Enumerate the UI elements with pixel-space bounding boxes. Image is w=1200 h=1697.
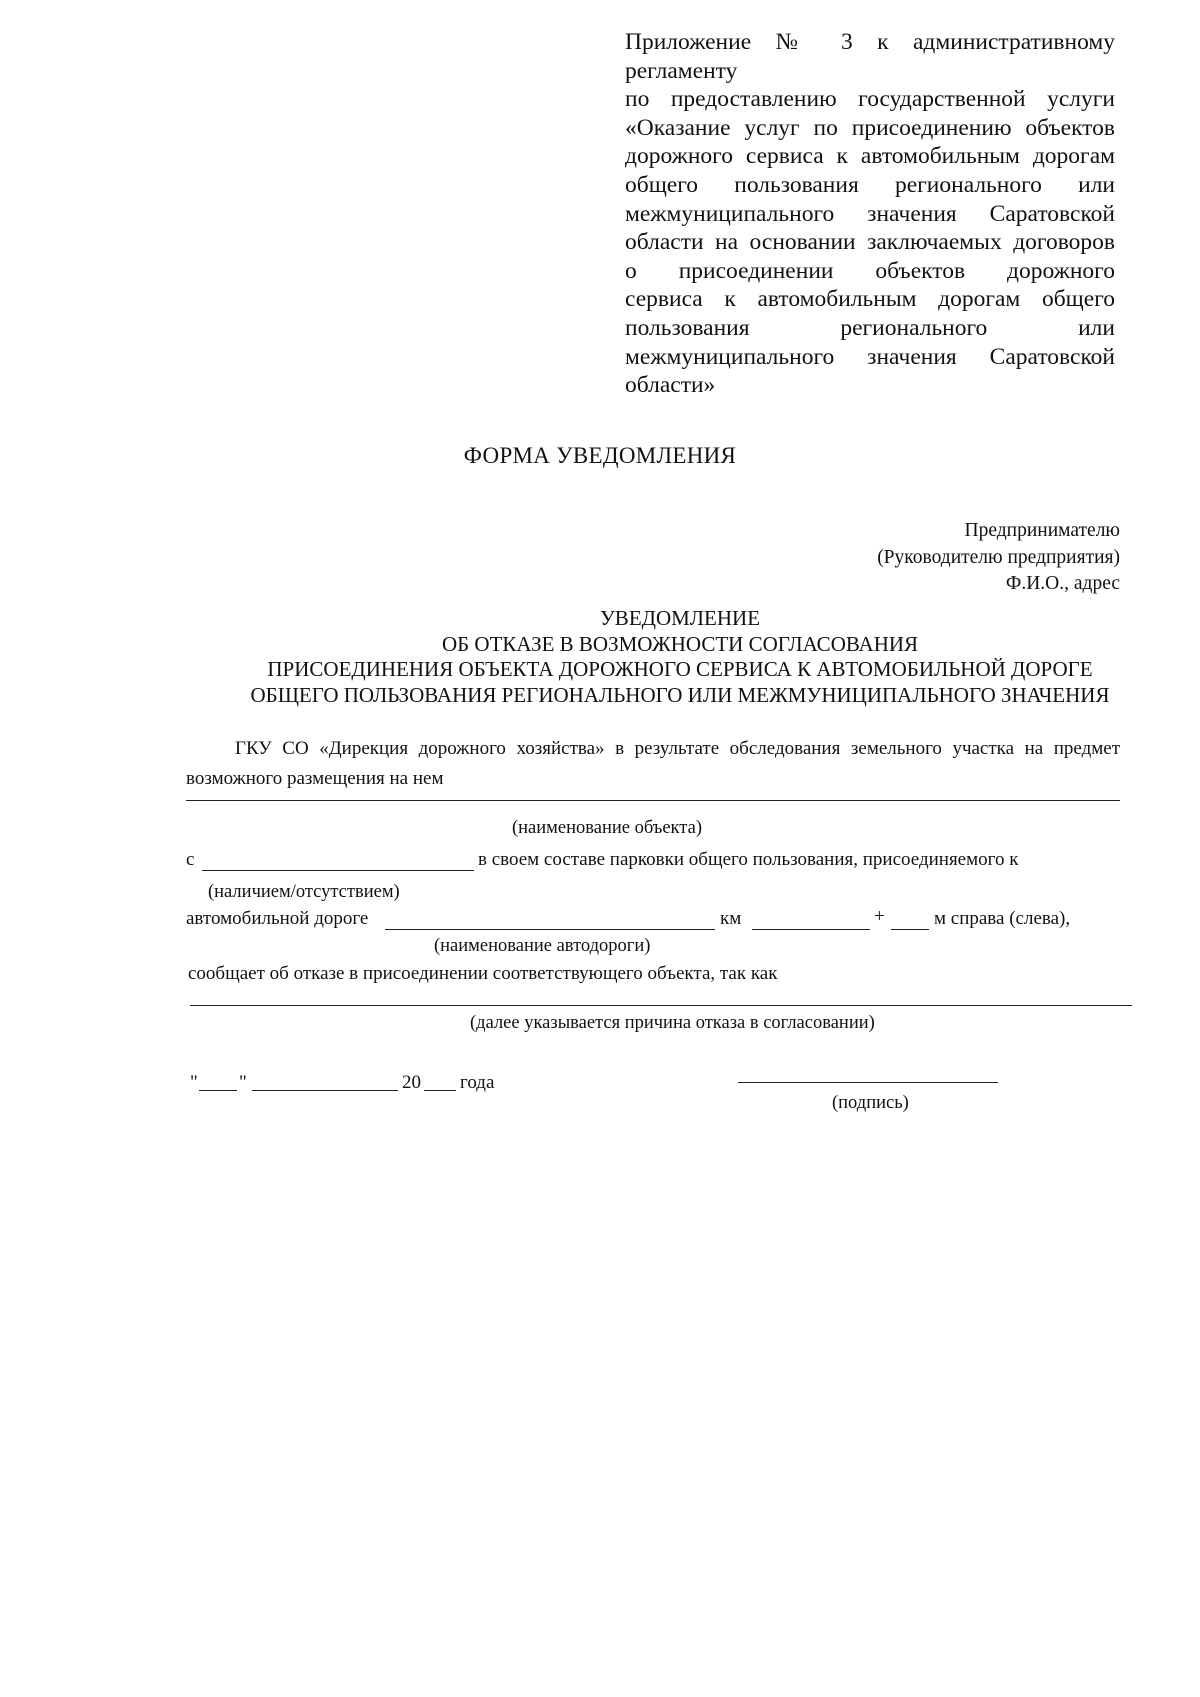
appendix-line: о присоединении объектов дорожного (625, 257, 1115, 284)
presence-line (202, 870, 474, 871)
appendix-line: Приложение № 3 к административному (625, 29, 1115, 55)
with-prefix: с (186, 849, 195, 870)
addressee-block (877, 518, 1120, 598)
notice-title-line: ОБЩЕГО ПОЛЬЗОВАНИЯ РЕГИОНАЛЬНОГО ИЛИ МЕЖМУНИЦИПАЛЬНОГО ЗНАЧЕНИЯ (250, 682, 1110, 707)
appendix-header (625, 28, 1115, 400)
form-title: ФОРМА УВЕДОМЛЕНИЯ (463, 443, 737, 468)
date-quote-close: " (239, 1072, 247, 1093)
side-label: м справа (слева), (934, 908, 1071, 929)
road-prefix: автомобильной дороге (186, 908, 369, 929)
with-suffix: в своем составе парковки общего пользования, присоединяемого к (478, 849, 1019, 870)
appendix-line: регламенту (625, 57, 738, 84)
intro-line-1: ГКУ СО «Дирекция дорожного хозяйства» в результате обследования земельного участка на предмет (235, 738, 1120, 759)
appendix-line: пользования регионального или (625, 314, 1115, 341)
caption-object: (наименование объекта) (512, 818, 702, 838)
caption-road: (наименование автодороги) (434, 936, 651, 956)
intro-line-2: возможного размещения на нем (186, 768, 444, 789)
addressee-line: Предпринимателю (964, 520, 1120, 541)
caption-reason: (далее указывается причина отказа в согласовании) (470, 1013, 875, 1033)
appendix-line: дорожного сервиса к автомобильным дорогам (625, 143, 1115, 170)
refusal-text: сообщает об отказе в присоединении соответствующего объекта, так как (188, 963, 778, 984)
date-quote-open: " (190, 1072, 198, 1093)
appendix-line: межмуниципального значения Саратовской (625, 200, 1115, 227)
caption-signature: (подпись) (832, 1093, 909, 1113)
day-line (199, 1090, 237, 1091)
signature-line (738, 1082, 998, 1083)
appendix-line: межмуниципального значения Саратовской (625, 343, 1115, 370)
year-line (424, 1090, 456, 1091)
notice-title-line: УВЕДОМЛЕНИЕ (599, 606, 761, 630)
addressee-line: Ф.И.О., адрес (1005, 573, 1120, 594)
appendix-line: по предоставлению государственной услуги (625, 86, 1115, 113)
appendix-line: общего пользования регионального или (625, 171, 1115, 198)
year-prefix: 20 (402, 1072, 421, 1093)
caption-presence: (наличием/отсутствием) (208, 882, 400, 902)
object-name-line (186, 800, 1120, 801)
notice-title-line: ПРИСОЕДИНЕНИЯ ОБЪЕКТА ДОРОЖНОГО СЕРВИСА К АВТОМОБИЛЬНОЙ ДОРОГЕ (267, 657, 1093, 681)
appendix-line: области» (625, 372, 716, 399)
year-suffix: года (460, 1072, 495, 1093)
appendix-line: сервиса к автомобильным дорогам общего (625, 286, 1115, 313)
appendix-line: области на основании заключаемых договоров (625, 229, 1115, 256)
appendix-line: «Оказание услуг по присоединению объектов (625, 114, 1115, 141)
road-name-line (385, 929, 715, 930)
addressee-line: (Руководителю предприятия) (877, 546, 1120, 568)
plus-label: + (874, 906, 885, 927)
notice-title-line: ОБ ОТКАЗЕ В ВОЗМОЖНОСТИ СОГЛАСОВАНИЯ (441, 631, 919, 656)
meters-value-line (891, 929, 929, 930)
month-line (252, 1090, 398, 1091)
km-label: км (720, 908, 742, 929)
reason-line (190, 1005, 1132, 1006)
km-value-line (752, 929, 870, 930)
notice-title (180, 606, 1180, 708)
